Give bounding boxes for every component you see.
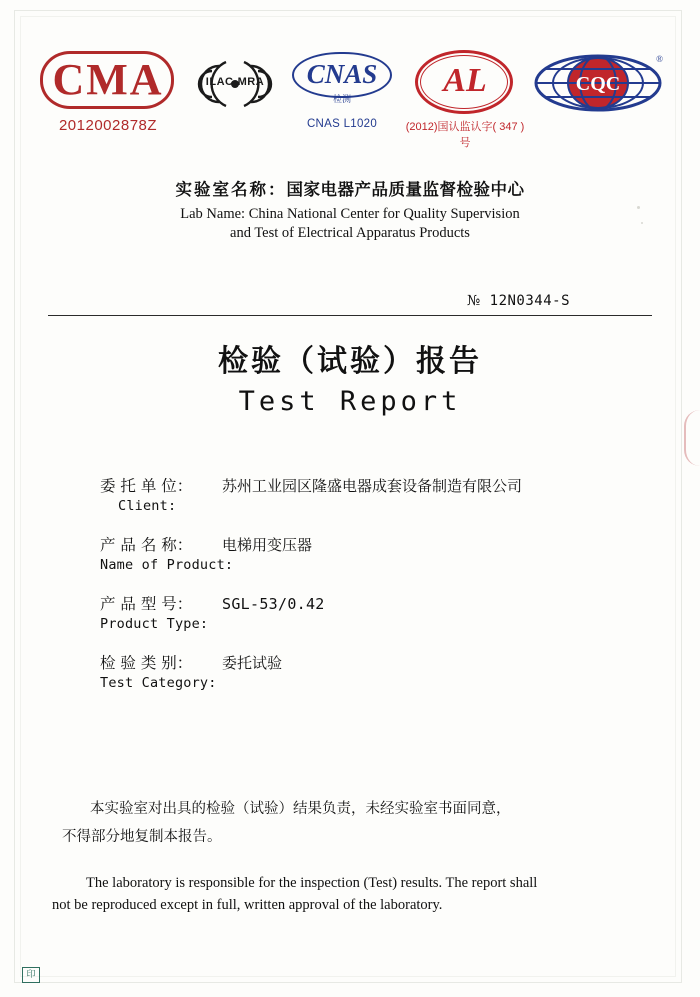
cqc-globe-icon	[533, 52, 663, 114]
disclaimer-en-line2: not be reproduced except in full, written approval of the laboratory.	[52, 897, 443, 913]
field-test-category-label-en: Test Category:	[100, 675, 217, 691]
field-product-type-line	[100, 592, 620, 614]
ilac-mra-mark-icon	[196, 54, 274, 116]
field-product-name-line	[100, 533, 620, 555]
field-client-value: 苏州工业园区隆盛电器成套设备制造有限公司	[222, 477, 523, 495]
page-title-en: Test Report	[238, 386, 462, 417]
al-logo-text: AL	[443, 62, 487, 99]
disclaimer-cn-line2: 不得部分地复制本报告。	[62, 829, 222, 845]
disclaimer-cn	[62, 795, 642, 851]
disclaimer-cn-line1: 本实验室对出具的检验（试验）结果负责，未经实验室书面同意，	[90, 801, 511, 817]
cnas-logo-text: CNAS	[306, 59, 378, 89]
svg-text:CQC: CQC	[575, 73, 621, 95]
al-mark-icon	[409, 48, 521, 118]
lab-name-cn-label: 实验室名称：	[175, 180, 287, 199]
field-test-category-value: 委托试验	[222, 654, 283, 672]
cnas-accreditation-code: CNAS L1020	[306, 118, 378, 130]
field-product-type-value: SGL-53/0.42	[222, 595, 325, 613]
cma-mark-icon	[38, 48, 178, 114]
page-stamp-mark: 印	[22, 967, 40, 983]
report-number	[467, 293, 570, 309]
ilac-mra-label: ILAC-MRA	[205, 76, 265, 88]
field-product-name-value: 电梯用变压器	[222, 536, 313, 554]
cqc-globe-svg	[533, 52, 663, 114]
lab-name-en-label: Lab Name:	[180, 206, 246, 222]
field-test-category	[100, 651, 620, 691]
field-product-type	[100, 592, 620, 632]
field-product-name-label-cn: 产 品 名 称：	[100, 536, 193, 554]
cma-logo	[34, 48, 182, 134]
lab-name-block	[0, 176, 700, 242]
field-product-type-label-en: Product Type:	[100, 616, 209, 632]
header-divider	[48, 315, 652, 316]
field-product-type-label-cn: 产 品 型 号：	[100, 595, 193, 613]
edge-stamp-artifact	[684, 410, 700, 466]
lab-name-cn-row	[0, 176, 700, 200]
cma-certificate-code: 2012002878Z	[58, 117, 158, 134]
field-test-category-label-cn: 检 验 类 别：	[100, 654, 193, 672]
lab-name-en-row	[0, 206, 700, 223]
lab-name-en-value-line2: and Test of Electrical Apparatus Products	[230, 225, 470, 241]
lab-name-en-value-line1: China National Center for Quality Supervision	[248, 206, 520, 222]
field-test-category-line	[100, 651, 620, 673]
al-approval-code: (2012)国认监认字( 347 )号	[405, 121, 525, 149]
page-title-cn: 检验（试验）报告	[218, 344, 482, 379]
cnas-mark-icon	[290, 50, 394, 116]
registered-trademark-icon: ®	[656, 54, 663, 64]
ilac-mra-logo	[196, 54, 274, 116]
accreditation-logo-row	[0, 48, 700, 160]
field-client-label-en: Client:	[118, 498, 177, 514]
field-client-label-cn: 委 托 单 位：	[100, 477, 193, 495]
cqc-globe-logo	[530, 52, 666, 114]
al-logo	[404, 48, 526, 150]
cnas-logo	[288, 50, 396, 130]
field-product-name-label-en: Name of Product:	[100, 557, 234, 573]
field-product-name	[100, 533, 620, 573]
report-number-value: 12N0344-S	[489, 293, 570, 309]
field-client	[100, 474, 620, 514]
lab-name-cn-value: 国家电器产品质量监督检验中心	[286, 180, 525, 199]
disclaimer-en	[52, 872, 648, 916]
cma-logo-text: CMA	[52, 55, 164, 104]
field-client-line	[100, 474, 620, 496]
cnas-logo-subtext: 检测	[332, 94, 351, 104]
number-sign-icon: №	[466, 293, 481, 309]
report-fields	[100, 474, 620, 710]
disclaimer-en-line1: The laboratory is responsible for the inspection (Test) results. The report shall	[86, 875, 538, 891]
